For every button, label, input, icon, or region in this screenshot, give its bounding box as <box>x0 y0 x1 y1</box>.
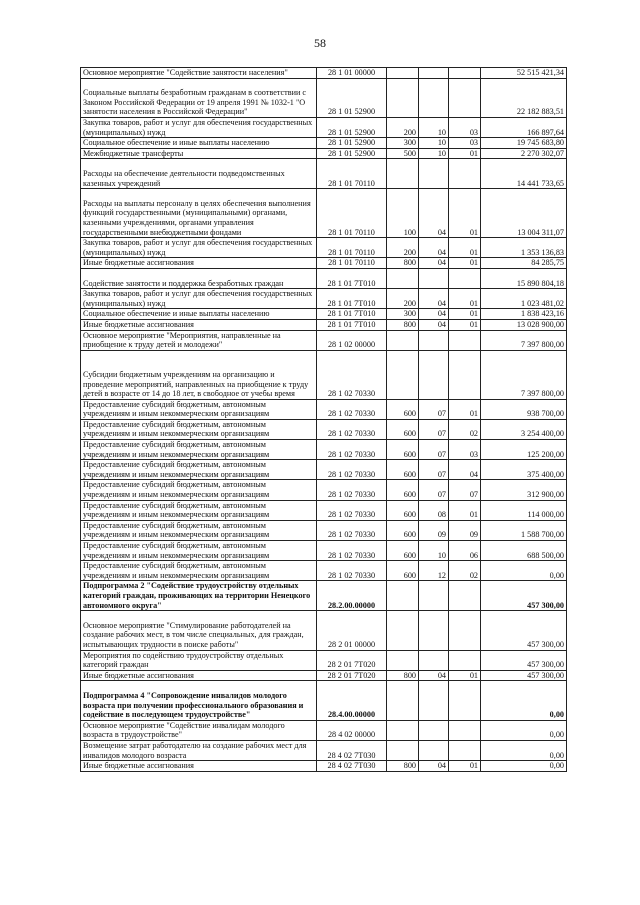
row-name: Иные бюджетные ассигнования <box>81 761 317 772</box>
row-section <box>419 68 449 79</box>
row-amount: 13 004 311,07 <box>481 189 567 238</box>
row-amount: 14 441 733,65 <box>481 159 567 189</box>
row-subsection <box>449 330 481 350</box>
row-subsection <box>449 159 481 189</box>
row-subsection: 01 <box>449 500 481 520</box>
row-expense-type: 200 <box>387 238 419 258</box>
row-section: 04 <box>419 289 449 309</box>
row-subsection <box>449 268 481 288</box>
row-subsection: 01 <box>449 238 481 258</box>
row-target-code: 28 1 01 70110 <box>317 258 387 269</box>
row-section <box>419 681 449 720</box>
row-expense-type <box>387 68 419 79</box>
table-row <box>81 117 567 137</box>
row-section: 04 <box>419 761 449 772</box>
row-section: 09 <box>419 520 449 540</box>
table-row <box>81 159 567 189</box>
row-expense-type <box>387 78 419 117</box>
table-row <box>81 460 567 480</box>
row-expense-type <box>387 611 419 650</box>
row-amount: 15 890 804,18 <box>481 268 567 288</box>
row-target-code: 28 4 02 00000 <box>317 720 387 740</box>
row-name: Закупка товаров, работ и услуг для обеспечения государственных (муниципальных) нужд <box>81 238 317 258</box>
row-amount: 0,00 <box>481 761 567 772</box>
row-target-code: 28 1 02 70330 <box>317 350 387 399</box>
row-expense-type: 800 <box>387 670 419 681</box>
row-expense-type: 500 <box>387 148 419 159</box>
row-amount: 457 300,00 <box>481 581 567 611</box>
table-row <box>81 319 567 330</box>
row-target-code: 28.4.00.00000 <box>317 681 387 720</box>
row-subsection <box>449 720 481 740</box>
row-section: 04 <box>419 309 449 320</box>
row-amount: 938 700,00 <box>481 399 567 419</box>
row-subsection: 01 <box>449 289 481 309</box>
row-section: 10 <box>419 117 449 137</box>
row-amount: 0,00 <box>481 561 567 581</box>
row-section: 10 <box>419 138 449 149</box>
row-subsection <box>449 681 481 720</box>
row-expense-type <box>387 581 419 611</box>
row-section <box>419 268 449 288</box>
row-target-code: 28 1 02 70330 <box>317 460 387 480</box>
row-expense-type: 600 <box>387 460 419 480</box>
row-target-code: 28 1 02 70330 <box>317 399 387 419</box>
row-subsection <box>449 650 481 670</box>
row-section: 07 <box>419 399 449 419</box>
row-expense-type: 200 <box>387 117 419 137</box>
row-subsection: 03 <box>449 117 481 137</box>
row-section: 07 <box>419 419 449 439</box>
table-row <box>81 148 567 159</box>
table-row <box>81 670 567 681</box>
row-subsection: 01 <box>449 670 481 681</box>
table-row <box>81 68 567 79</box>
row-name: Закупка товаров, работ и услуг для обеспечения государственных (муниципальных) нужд <box>81 117 317 137</box>
table-row <box>81 399 567 419</box>
row-name: Предоставление субсидий бюджетным, автономным учреждениям и иным некоммерческим организациям <box>81 460 317 480</box>
row-expense-type: 600 <box>387 520 419 540</box>
row-expense-type: 200 <box>387 289 419 309</box>
row-expense-type: 300 <box>387 309 419 320</box>
row-amount: 166 897,64 <box>481 117 567 137</box>
row-name: Предоставление субсидий бюджетным, автономным учреждениям и иным некоммерческим организациям <box>81 520 317 540</box>
table-row <box>81 309 567 320</box>
row-name: Подпрограмма 2 "Содействие трудоустройству отдельных категорий граждан, проживающих на территории Ненецкого автономного округа" <box>81 581 317 611</box>
row-amount: 114 000,00 <box>481 500 567 520</box>
row-subsection <box>449 350 481 399</box>
row-target-code: 28 1 02 70330 <box>317 440 387 460</box>
row-target-code: 28.2.00.00000 <box>317 581 387 611</box>
row-expense-type: 800 <box>387 761 419 772</box>
row-amount: 1 353 136,83 <box>481 238 567 258</box>
row-subsection: 04 <box>449 460 481 480</box>
table-row <box>81 720 567 740</box>
row-expense-type: 600 <box>387 419 419 439</box>
row-section <box>419 581 449 611</box>
table-row <box>81 611 567 650</box>
row-name: Содействие занятости и поддержка безработных граждан <box>81 268 317 288</box>
row-target-code: 28 1 01 7Т010 <box>317 268 387 288</box>
row-amount: 375 400,00 <box>481 460 567 480</box>
table-row <box>81 520 567 540</box>
row-expense-type <box>387 740 419 760</box>
row-amount: 22 182 883,51 <box>481 78 567 117</box>
row-target-code: 28 1 01 70110 <box>317 189 387 238</box>
row-target-code: 28 4 02 7Т030 <box>317 761 387 772</box>
row-name: Предоставление субсидий бюджетным, автономным учреждениям и иным некоммерческим организациям <box>81 500 317 520</box>
row-subsection: 01 <box>449 258 481 269</box>
table-row <box>81 330 567 350</box>
row-name: Расходы на выплаты персоналу в целях обеспечения выполнения функций государственными (муниципальными) органами, казенными учреждениями, органами управления государственными внебюджетными фондами <box>81 189 317 238</box>
row-amount: 52 515 421,34 <box>481 68 567 79</box>
row-section <box>419 159 449 189</box>
table-row <box>81 138 567 149</box>
row-amount: 125 200,00 <box>481 440 567 460</box>
row-subsection: 02 <box>449 419 481 439</box>
row-expense-type <box>387 650 419 670</box>
row-section <box>419 78 449 117</box>
row-expense-type: 600 <box>387 399 419 419</box>
row-subsection <box>449 611 481 650</box>
row-section: 04 <box>419 238 449 258</box>
row-amount: 13 028 900,00 <box>481 319 567 330</box>
row-name: Предоставление субсидий бюджетным, автономным учреждениям и иным некоммерческим организациям <box>81 419 317 439</box>
table-row <box>81 238 567 258</box>
row-section: 04 <box>419 258 449 269</box>
table-row <box>81 650 567 670</box>
row-name: Субсидии бюджетным учреждениям на организацию и проведение мероприятий, направленных на приобщение к труду детей в возрасте от 14 до 18 лет, в свободное от учебы время <box>81 350 317 399</box>
row-target-code: 28 1 01 7Т010 <box>317 309 387 320</box>
table-row <box>81 419 567 439</box>
row-expense-type: 300 <box>387 138 419 149</box>
row-target-code: 28 1 01 52900 <box>317 148 387 159</box>
row-target-code: 28 1 01 7Т010 <box>317 289 387 309</box>
row-section: 04 <box>419 189 449 238</box>
row-subsection: 01 <box>449 309 481 320</box>
row-amount: 3 254 400,00 <box>481 419 567 439</box>
row-target-code: 28 2 01 00000 <box>317 611 387 650</box>
row-amount: 7 397 800,00 <box>481 350 567 399</box>
row-subsection: 09 <box>449 520 481 540</box>
row-target-code: 28 1 01 70110 <box>317 159 387 189</box>
row-subsection <box>449 68 481 79</box>
row-target-code: 28 2 01 7Т020 <box>317 650 387 670</box>
row-expense-type <box>387 159 419 189</box>
row-section <box>419 350 449 399</box>
table-row <box>81 189 567 238</box>
row-target-code: 28 1 01 70110 <box>317 238 387 258</box>
row-name: Социальное обеспечение и иные выплаты населению <box>81 138 317 149</box>
row-section <box>419 740 449 760</box>
row-name: Мероприятия по содействию трудоустройству отдельных категорий граждан <box>81 650 317 670</box>
row-amount: 0,00 <box>481 740 567 760</box>
row-target-code: 28 1 02 70330 <box>317 561 387 581</box>
row-section: 10 <box>419 148 449 159</box>
row-section <box>419 330 449 350</box>
row-subsection: 07 <box>449 480 481 500</box>
table-row <box>81 561 567 581</box>
row-name: Предоставление субсидий бюджетным, автономным учреждениям и иным некоммерческим организациям <box>81 480 317 500</box>
row-subsection <box>449 78 481 117</box>
table-row <box>81 440 567 460</box>
row-section <box>419 650 449 670</box>
budget-table-body <box>81 68 567 772</box>
row-amount: 1 588 700,00 <box>481 520 567 540</box>
row-expense-type <box>387 330 419 350</box>
row-name: Закупка товаров, работ и услуг для обеспечения государственных (муниципальных) нужд <box>81 289 317 309</box>
row-target-code: 28 1 01 52900 <box>317 138 387 149</box>
row-amount: 457 300,00 <box>481 670 567 681</box>
row-section <box>419 611 449 650</box>
row-target-code: 28 4 02 7Т030 <box>317 740 387 760</box>
row-name: Межбюджетные трансферты <box>81 148 317 159</box>
row-target-code: 28 2 01 7Т020 <box>317 670 387 681</box>
row-name: Расходы на обеспечение деятельности подведомственных казенных учреждений <box>81 159 317 189</box>
table-row <box>81 541 567 561</box>
table-row <box>81 78 567 117</box>
table-row <box>81 258 567 269</box>
row-section <box>419 720 449 740</box>
table-row <box>81 500 567 520</box>
row-target-code: 28 1 02 70330 <box>317 541 387 561</box>
row-name: Предоставление субсидий бюджетным, автономным учреждениям и иным некоммерческим организациям <box>81 541 317 561</box>
row-target-code: 28 1 02 70330 <box>317 480 387 500</box>
row-section: 04 <box>419 319 449 330</box>
row-name: Иные бюджетные ассигнования <box>81 319 317 330</box>
row-subsection: 03 <box>449 138 481 149</box>
table-row <box>81 740 567 760</box>
row-target-code: 28 1 02 00000 <box>317 330 387 350</box>
table-row <box>81 268 567 288</box>
row-section: 10 <box>419 541 449 561</box>
subprogram-row <box>81 681 567 720</box>
row-amount: 0,00 <box>481 681 567 720</box>
row-amount: 457 300,00 <box>481 611 567 650</box>
row-name: Основное мероприятие "Содействие занятости населения" <box>81 68 317 79</box>
row-amount: 312 900,00 <box>481 480 567 500</box>
table-row <box>81 350 567 399</box>
row-expense-type <box>387 681 419 720</box>
row-target-code: 28 1 01 7Т010 <box>317 319 387 330</box>
row-name: Иные бюджетные ассигнования <box>81 258 317 269</box>
row-name: Возмещение затрат работодателю на создание рабочих мест для инвалидов молодого возраста <box>81 740 317 760</box>
row-amount: 1 838 423,16 <box>481 309 567 320</box>
row-subsection <box>449 740 481 760</box>
row-target-code: 28 1 01 52900 <box>317 117 387 137</box>
row-name: Социальное обеспечение и иные выплаты населению <box>81 309 317 320</box>
row-subsection: 01 <box>449 399 481 419</box>
row-subsection: 01 <box>449 148 481 159</box>
row-expense-type: 800 <box>387 319 419 330</box>
row-amount: 19 745 683,80 <box>481 138 567 149</box>
row-section: 12 <box>419 561 449 581</box>
row-name: Основное мероприятие "Содействие инвалидам молодого возраста в трудоустройстве" <box>81 720 317 740</box>
row-target-code: 28 1 02 70330 <box>317 500 387 520</box>
table-row <box>81 761 567 772</box>
row-target-code: 28 1 01 52900 <box>317 78 387 117</box>
row-expense-type: 100 <box>387 189 419 238</box>
row-subsection: 03 <box>449 440 481 460</box>
row-expense-type: 600 <box>387 480 419 500</box>
row-expense-type: 600 <box>387 500 419 520</box>
row-section: 07 <box>419 460 449 480</box>
row-expense-type: 800 <box>387 258 419 269</box>
row-amount: 2 270 302,07 <box>481 148 567 159</box>
row-subsection: 01 <box>449 319 481 330</box>
row-expense-type: 600 <box>387 561 419 581</box>
row-expense-type <box>387 720 419 740</box>
row-amount: 688 500,00 <box>481 541 567 561</box>
row-subsection: 01 <box>449 761 481 772</box>
row-section: 08 <box>419 500 449 520</box>
row-amount: 84 285,75 <box>481 258 567 269</box>
row-section: 07 <box>419 440 449 460</box>
table-row <box>81 289 567 309</box>
row-name: Основное мероприятие "Мероприятия, направленные на приобщение к труду детей и молодежи" <box>81 330 317 350</box>
row-name: Предоставление субсидий бюджетным, автономным учреждениям и иным некоммерческим организациям <box>81 440 317 460</box>
page-number: 58 <box>314 36 326 50</box>
budget-table <box>80 67 567 772</box>
row-name: Предоставление субсидий бюджетным, автономным учреждениям и иным некоммерческим организациям <box>81 399 317 419</box>
row-section: 07 <box>419 480 449 500</box>
row-target-code: 28 1 02 70330 <box>317 520 387 540</box>
row-amount: 457 300,00 <box>481 650 567 670</box>
row-name: Подпрограмма 4 "Сопровождение инвалидов молодого возраста при получении профессионального образования и содействие в последующем трудоустройстве" <box>81 681 317 720</box>
row-name: Иные бюджетные ассигнования <box>81 670 317 681</box>
row-expense-type <box>387 268 419 288</box>
row-amount: 7 397 800,00 <box>481 330 567 350</box>
subprogram-row <box>81 581 567 611</box>
row-section: 04 <box>419 670 449 681</box>
row-target-code: 28 1 01 00000 <box>317 68 387 79</box>
row-subsection <box>449 581 481 611</box>
row-name: Социальные выплаты безработным гражданам в соответствии с Законом Российской Федерации от 19 апреля 1991 № 1032-1 "О занятости населения в Российской Федерации" <box>81 78 317 117</box>
row-expense-type <box>387 350 419 399</box>
row-target-code: 28 1 02 70330 <box>317 419 387 439</box>
table-row <box>81 480 567 500</box>
row-expense-type: 600 <box>387 541 419 561</box>
row-amount: 0,00 <box>481 720 567 740</box>
row-amount: 1 023 481,02 <box>481 289 567 309</box>
row-name: Основное мероприятие "Стимулирование работодателей на создание рабочих мест, в том числе специальных, для граждан, испытывающих трудности в поиске работы" <box>81 611 317 650</box>
row-name: Предоставление субсидий бюджетным, автономным учреждениям и иным некоммерческим организациям <box>81 561 317 581</box>
row-subsection: 06 <box>449 541 481 561</box>
row-subsection: 01 <box>449 189 481 238</box>
row-expense-type: 600 <box>387 440 419 460</box>
row-subsection: 02 <box>449 561 481 581</box>
